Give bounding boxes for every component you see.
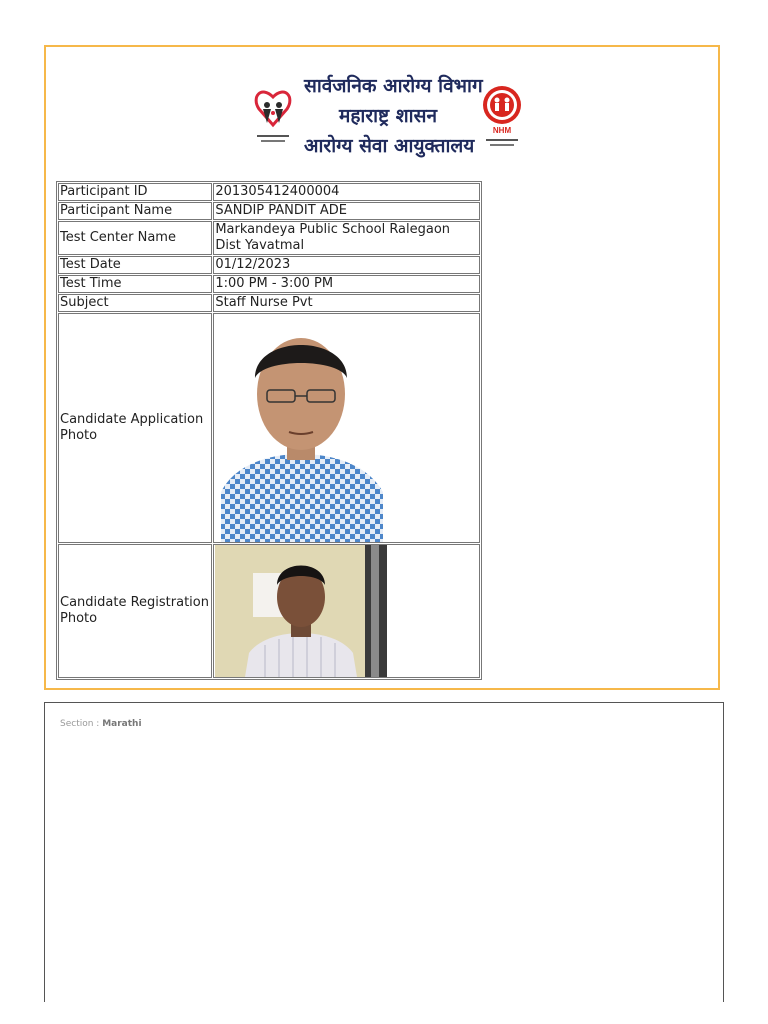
- table-row: [58, 183, 480, 201]
- table-row: [58, 294, 480, 312]
- table-row: [58, 313, 480, 543]
- title-line-1: सार्वजनिक आरोग्य विभाग: [304, 75, 483, 97]
- admit-card: [44, 45, 720, 690]
- participant-name-value: SANDIP PANDIT ADE: [213, 202, 480, 220]
- title-line-3: आरोग्य सेवा आयुक्तालय: [304, 135, 475, 157]
- department-title: [304, 71, 483, 161]
- table-row: [58, 275, 480, 293]
- table-row: [58, 202, 480, 220]
- subject-label: Subject: [58, 294, 212, 312]
- test-date-label: Test Date: [58, 256, 212, 274]
- question-section: [44, 702, 724, 1002]
- test-center-value: Markandeya Public School Ralegaon Dist Yavatmal: [213, 221, 480, 255]
- candidate-application-photo: [215, 314, 387, 542]
- participant-name-label: Participant Name: [58, 202, 212, 220]
- test-time-value: 1:00 PM - 3:00 PM: [213, 275, 480, 293]
- section-heading: [60, 719, 142, 729]
- registration-photo-label: Candidate Registration Photo: [58, 544, 212, 678]
- registration-photo-cell: [213, 544, 480, 678]
- table-row: [58, 256, 480, 274]
- nhm-text: NHM: [492, 126, 512, 135]
- table-row: [58, 544, 480, 678]
- public-health-department-logo: [251, 83, 295, 155]
- subject-value: Staff Nurse Pvt: [213, 294, 480, 312]
- test-center-label: Test Center Name: [58, 221, 212, 255]
- candidate-registration-photo: [215, 545, 387, 677]
- test-time-label: Test Time: [58, 275, 212, 293]
- nhm-logo: [480, 83, 524, 155]
- title-line-2: महाराष्ट्र शासन: [338, 105, 437, 127]
- application-photo-cell: [213, 313, 480, 543]
- table-row: [58, 221, 480, 255]
- participant-id-label: Participant ID: [58, 183, 212, 201]
- application-photo-label: Candidate Application Photo: [58, 313, 212, 543]
- participant-id-value: 201305412400004: [213, 183, 480, 201]
- participant-details-table: [56, 181, 482, 680]
- test-date-value: 01/12/2023: [213, 256, 480, 274]
- section-name: Marathi: [102, 719, 142, 729]
- section-prefix: Section :: [60, 719, 100, 729]
- card-header: [46, 47, 718, 179]
